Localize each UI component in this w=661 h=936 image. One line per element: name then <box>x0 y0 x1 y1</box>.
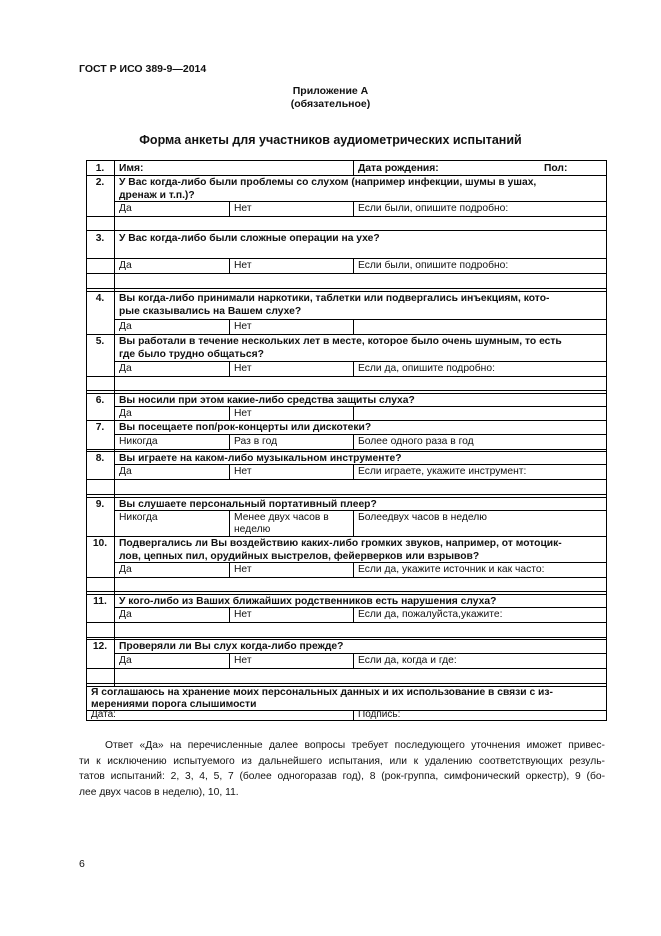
sex-label: Пол: <box>544 163 568 174</box>
answer-option: Нет <box>234 564 252 575</box>
answer-option: Никогда <box>119 436 158 447</box>
answer-option: Никогда <box>119 512 158 523</box>
answer-option: Да <box>119 564 132 575</box>
answer-option: Нет <box>234 321 252 332</box>
answer-option: Если да, укажите источник и как часто: <box>358 564 545 575</box>
date-label: Дата: <box>91 709 116 720</box>
question-text: дренаж и т.п.)? <box>119 190 195 201</box>
question-text: Вы работали в течение нескольких лет в месте, которое было очень шумным, то есть <box>119 336 562 347</box>
consent-text: мерениями порога слышимости <box>91 699 257 710</box>
answer-option: Да <box>119 321 132 332</box>
answer-option: Да <box>119 609 132 620</box>
answer-option: Нет <box>234 203 252 214</box>
question-number: 5. <box>95 336 105 347</box>
question-number: 4. <box>95 293 105 304</box>
answer-option: Менее двух часов в <box>234 512 329 523</box>
question-text: У Вас когда-либо были сложные операции на ухе? <box>119 233 380 244</box>
question-text: Вы когда-либо принимали наркотики, таблетки или подвергались инъекциям, кото- <box>119 293 550 304</box>
question-text: Вы посещаете поп/рок-концерты или дискотеки? <box>119 422 372 433</box>
answer-option: Болеедвух часов в неделю <box>358 512 487 523</box>
question-text: У кого-либо из Ваших ближайших родственников есть нарушения слуха? <box>119 596 497 607</box>
answer-option: Нет <box>234 655 252 666</box>
note-line: лее двух часов в неделю), 10, 11. <box>79 786 239 798</box>
question-number: 9. <box>95 499 105 510</box>
note-line: татов испытаний: 2, 3, 4, 5, 7 (более одногоразав год), 8 (рок-группа, симфонический оркестр), 9 (бо- <box>79 771 605 782</box>
answer-option: Нет <box>234 408 252 419</box>
note-line: ти к исключению испытуемого из дальнейшего испытания, или к удалению соответствующих резуль- <box>79 755 605 767</box>
answer-option: Да <box>119 260 132 271</box>
consent-text: Я соглашаюсь на хранение моих персональных данных и их использование в связи с из- <box>91 687 553 698</box>
question-text: Вы играете на каком-либо музыкальном инструменте? <box>119 453 402 464</box>
page-number: 6 <box>79 858 85 870</box>
answer-option: Да <box>119 655 132 666</box>
question-number: 10. <box>92 538 108 549</box>
question-number: 7. <box>95 422 105 433</box>
answer-option: Нет <box>234 466 252 477</box>
birth-date-label: Дата рождения: <box>358 163 439 174</box>
answer-option: Если были, опишите подробно: <box>358 203 509 214</box>
question-text: Проверяли ли Вы слух когда-либо прежде? <box>119 641 344 652</box>
answer-option: Да <box>119 363 132 374</box>
answer-option: Более одного раза в год <box>358 436 474 447</box>
answer-option: Да <box>119 466 132 477</box>
form-title: Форма анкеты для участников аудиометрических испытаний <box>139 133 522 147</box>
answer-option: Нет <box>234 609 252 620</box>
question-text: У Вас когда-либо были проблемы со слухом (например инфекции, шумы в ушах, <box>119 177 537 188</box>
question-number: 11. <box>93 596 107 607</box>
signature-label: Подпись: <box>358 709 401 720</box>
question-text: рые сказывались на Вашем слухе? <box>119 306 302 317</box>
note-line: Ответ «Да» на перечисленные далее вопросы требует последующего уточнения иможет привес- <box>105 740 605 751</box>
row-number: 1. <box>95 163 105 174</box>
question-number: 2. <box>95 177 105 188</box>
answer-option: Нет <box>234 260 252 271</box>
answer-option: Нет <box>234 363 252 374</box>
appendix-status: (обязательное) <box>290 98 371 110</box>
question-number: 3. <box>95 233 105 244</box>
question-text: Вы носили при этом какие-либо средства защиты слуха? <box>119 395 415 406</box>
answer-option: Да <box>119 408 132 419</box>
question-text: Вы слушаете персональный портативный плеер? <box>119 499 377 510</box>
question-text: лов, цепных пил, орудийных выстрелов, фейерверков или взрывов? <box>119 551 480 562</box>
answer-option: Да <box>119 203 132 214</box>
answer-option: Если были, опишите подробно: <box>358 260 509 271</box>
answer-option: Если да, когда и где: <box>358 655 457 666</box>
answer-option: неделю <box>234 524 271 535</box>
answer-option: Если да, пожалуйста,укажите: <box>358 609 503 620</box>
answer-option: Если играете, укажите инструмент: <box>358 466 527 477</box>
question-number: 12. <box>92 641 108 652</box>
question-text: где было трудно общаться? <box>119 349 264 360</box>
answer-option: Раз в год <box>234 436 278 447</box>
question-number: 8. <box>95 453 105 464</box>
note-paragraph <box>79 738 605 800</box>
standard-header: ГОСТ Р ИСО 389-9—2014 <box>79 63 207 75</box>
name-label: Имя: <box>119 163 144 174</box>
question-text: Подвергались ли Вы воздействию каких-либо громких звуков, например, от мотоцик- <box>119 538 562 549</box>
question-number: 6. <box>95 395 105 406</box>
appendix-title: Приложение А <box>292 85 369 97</box>
answer-option: Если да, опишите подробно: <box>358 363 495 374</box>
